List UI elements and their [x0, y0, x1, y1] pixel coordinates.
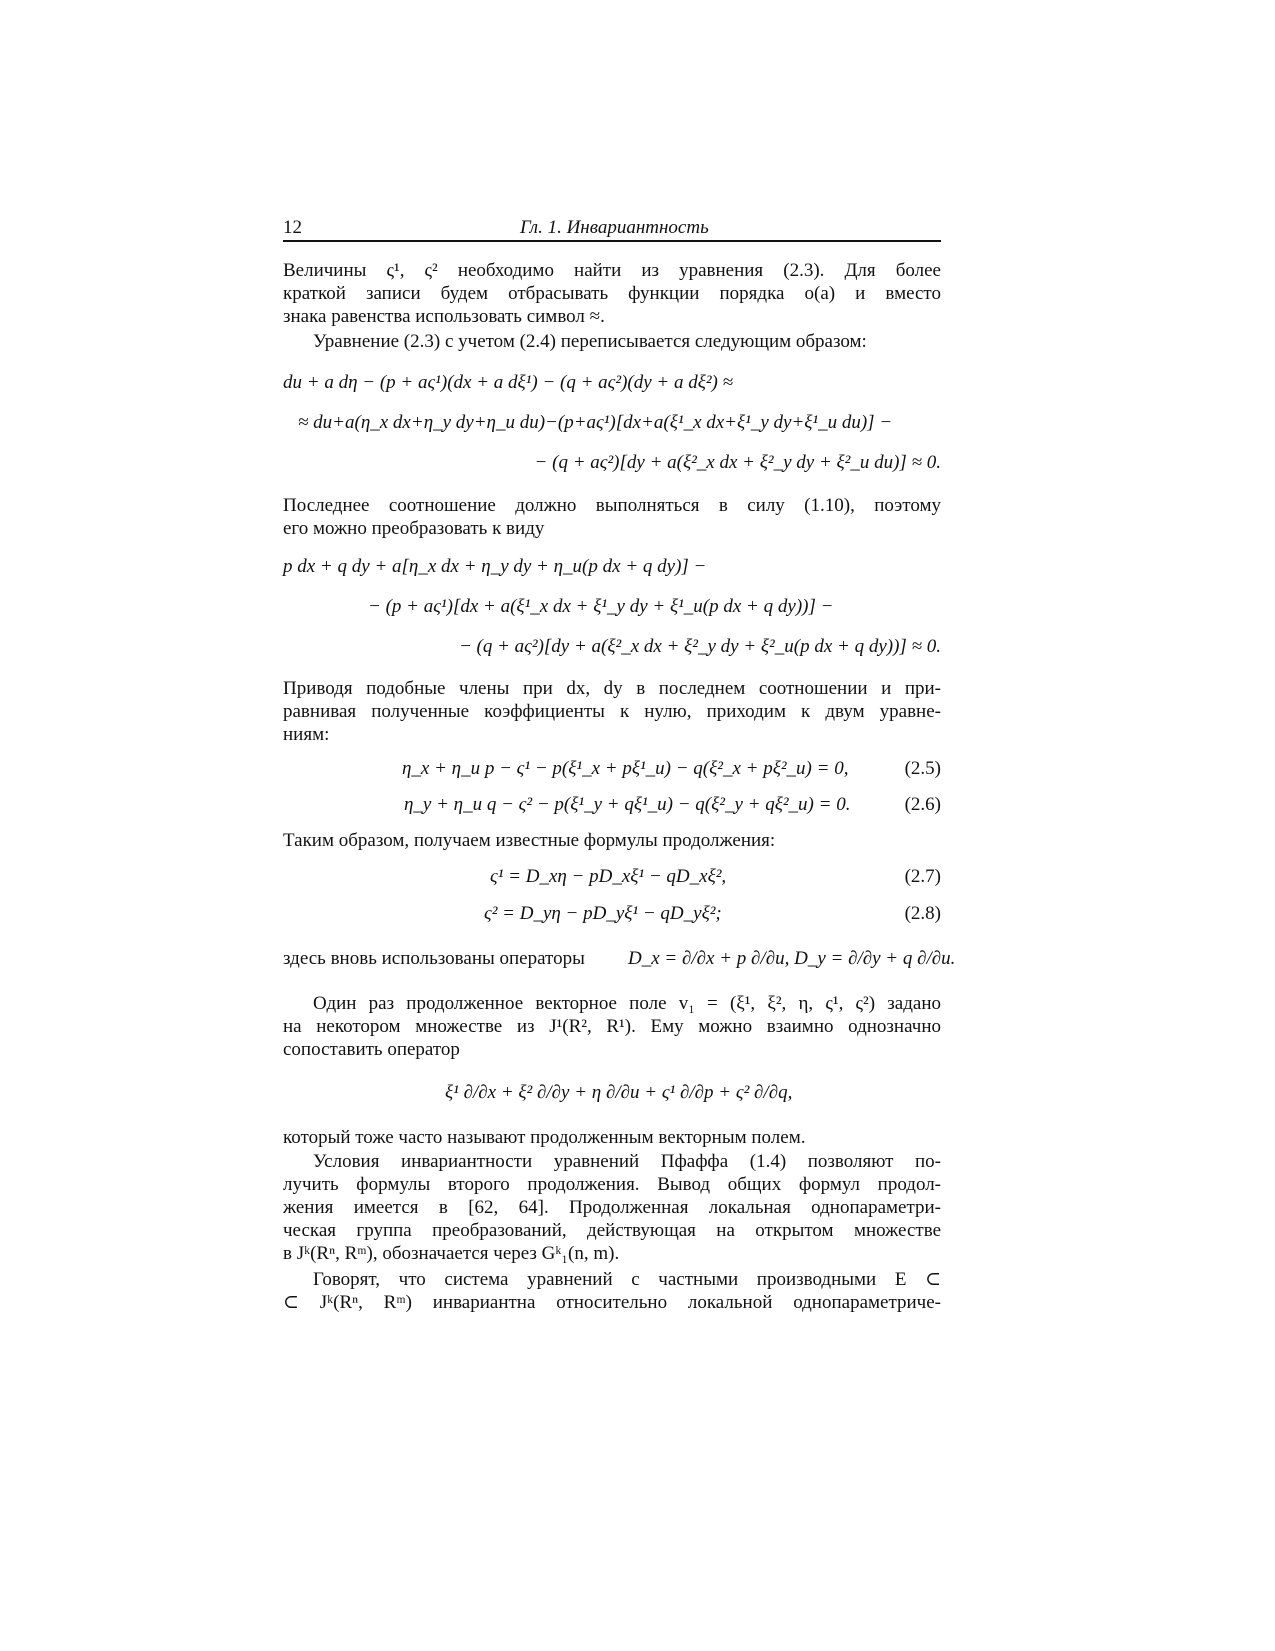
text-line: ⊂ Jᵏ(Rⁿ, Rᵐ) инвариантна относительно локальной однопараметриче-: [283, 1292, 941, 1313]
equation-line: − (p + aς¹)[dx + a(ξ¹_x dx + ξ¹_y dy + ξ¹_u(p dx + q dy))] −: [368, 596, 834, 617]
text-line: ниям:: [283, 724, 330, 745]
page-number: 12: [283, 217, 302, 238]
running-title: Гл. 1. Инвариантность: [520, 217, 709, 238]
equation-number: (2.8): [904, 903, 941, 924]
equation-2-7: ς¹ = D_xη − pD_xξ¹ − qD_xξ²,: [490, 866, 727, 887]
text-line: краткой записи будем отбрасывать функции порядка o(a) и вместо: [283, 283, 941, 304]
equation-number: (2.5): [904, 758, 941, 779]
equation-number: (2.7): [904, 866, 941, 887]
inline-operators: D_x = ∂/∂x + p ∂/∂u, D_y = ∂/∂y + q ∂/∂u.: [628, 948, 956, 969]
operator-equation: ξ¹ ∂/∂x + ξ² ∂/∂y + η ∂/∂u + ς¹ ∂/∂p + ς² ∂/∂q,: [445, 1082, 793, 1103]
text-line: здесь вновь использованы операторы: [283, 948, 585, 969]
equation-line: p dx + q dy + a[η_x dx + η_y dy + η_u(p dx + q dy)] −: [283, 556, 707, 577]
text-line: знака равенства использовать символ ≈.: [283, 306, 605, 327]
equation-2-5: η_x + η_u p − ς¹ − p(ξ¹_x + pξ¹_u) − q(ξ²_x + pξ²_u) = 0,: [402, 758, 849, 779]
equation-line: − (q + aς²)[dy + a(ξ²_x dx + ξ²_y dy + ξ²_u du)] ≈ 0.: [534, 452, 941, 473]
equation-line: ≈ du+a(η_x dx+η_y dy+η_u du)−(p+aς¹)[dx+a(ξ¹_x dx+ξ¹_y dy+ξ¹_u du)] −: [298, 412, 893, 433]
text-line: Условия инвариантности уравнений Пфаффа (1.4) позволяют по-: [313, 1151, 941, 1172]
text-line: ческая группа преобразований, действующая на открытом множестве: [283, 1220, 941, 1241]
text-line: Говорят, что система уравнений с частными производными E ⊂: [313, 1269, 941, 1290]
text-line: равнивая полученные коэффициенты к нулю, приходим к двум уравне-: [283, 701, 941, 722]
equation-2-6: η_y + η_u q − ς² − p(ξ¹_y + qξ¹_u) − q(ξ²_y + qξ²_u) = 0.: [404, 794, 851, 815]
text-line: Величины ς¹, ς² необходимо найти из уравнения (2.3). Для более: [283, 260, 941, 281]
text-line: лучить формулы второго продолжения. Вывод общих формул продол-: [283, 1174, 941, 1195]
equation-line: − (q + aς²)[dy + a(ξ²_x dx + ξ²_y dy + ξ²_u(p dx + q dy))] ≈ 0.: [458, 636, 941, 657]
text-line: в Jᵏ(Rⁿ, Rᵐ), обозначается через Gᵏ₁(n, m).: [283, 1243, 620, 1264]
equation-line: du + a dη − (p + aς¹)(dx + a dξ¹) − (q + aς²)(dy + a dξ²) ≈: [283, 372, 734, 393]
text-line: Последнее соотношение должно выполняться в силу (1.10), поэтому: [283, 495, 941, 516]
text-line: Таким образом, получаем известные формулы продолжения:: [283, 830, 776, 851]
text-line: его можно преобразовать к виду: [283, 518, 545, 539]
text-line: который тоже часто называют продолженным векторным полем.: [283, 1127, 806, 1148]
text-line: Приводя подобные члены при dx, dy в последнем соотношении и при-: [283, 678, 941, 699]
header-rule: [283, 240, 941, 242]
equation-2-8: ς² = D_yη − pD_yξ¹ − qD_yξ²;: [484, 903, 722, 924]
equation-number: (2.6): [904, 794, 941, 815]
text-line: жения имеется в [62, 64]. Продолженная локальная однопараметри-: [283, 1197, 941, 1218]
text-line: Уравнение (2.3) с учетом (2.4) переписывается следующим образом:: [313, 331, 867, 352]
text-line: сопоставить оператор: [283, 1039, 460, 1060]
text-line: Один раз продолженное векторное поле v₁ = (ξ¹, ξ², η, ς¹, ς²) задано: [313, 993, 941, 1014]
text-line: на некотором множестве из J¹(R², R¹). Ему можно взаимно однозначно: [283, 1016, 941, 1037]
